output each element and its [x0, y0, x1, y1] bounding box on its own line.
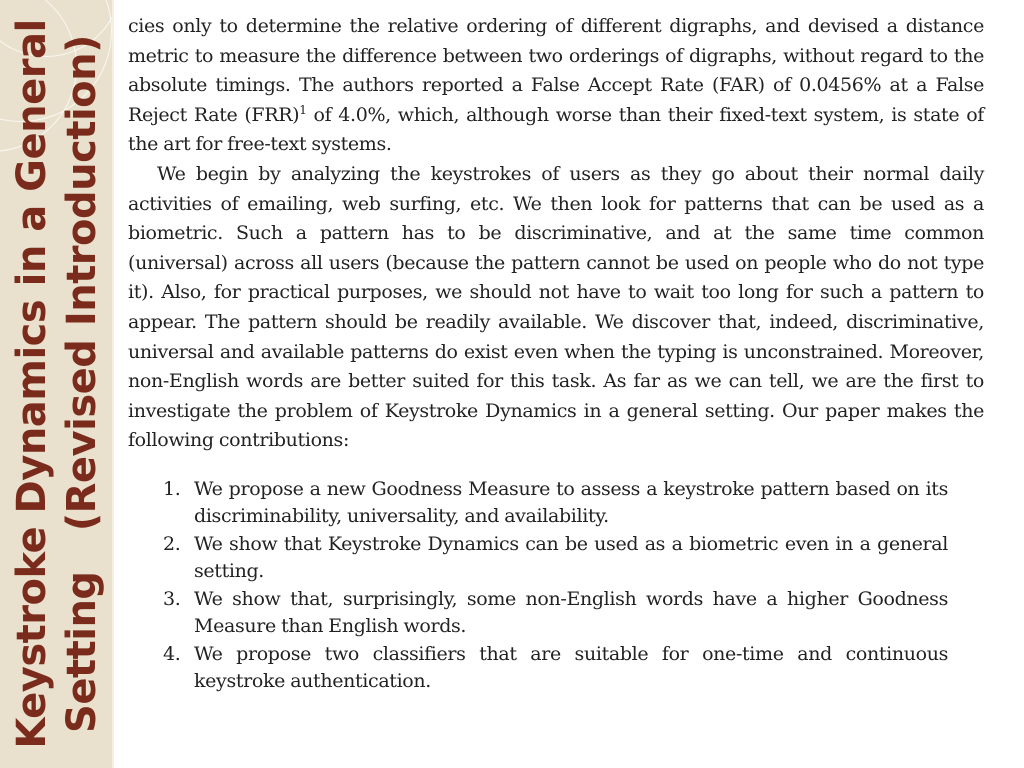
- paragraph-2: We begin by analyzing the keystrokes of users as they go about their normal daily activities of emailing, web surfing, etc. We then look for patterns that can be used as a biometric. Such a pattern has to be discriminative, and at the same time common (universal) across all users (because the pattern cannot be used on people who do not type it). Also, for practical purposes, we should not have to wait too long for such a pattern to appear. The pattern should be readily available. We discover that, indeed, discriminative, universal and available patterns do exist even when the typing is unconstrained. Moreover, non-English words are better suited for this task. As far as we can tell, we are the first to investigate the problem of Keystroke Dynamics in a general setting. Our paper makes the following contributions:: [128, 162, 984, 452]
- paragraph-1: [128, 12, 984, 160]
- sidebar-panel: [0, 0, 114, 768]
- list-item: [128, 476, 948, 531]
- contributions-list: [128, 476, 948, 696]
- list-item-number: 3.: [163, 587, 181, 610]
- list-item: [128, 586, 948, 641]
- slide-title-line-2: Setting (Revised Introduction): [59, 35, 105, 733]
- list-item-number: 4.: [163, 642, 181, 665]
- paragraph-1-text: cies only to determine the relative ordering of different digraphs, and devised a distance metric to measure the difference between two orderings of digraphs, without regard to the absolute timings. The authors reported a False Accept Rate (FAR) of 0.0456% at a False Reject Rate (FRR): [128, 15, 984, 126]
- list-item-text: We propose two classifiers that are suitable for one-time and continuous keystroke authentication.: [194, 642, 948, 693]
- list-item: [128, 641, 948, 696]
- slide-title: [0, 14, 114, 754]
- list-item-text: We show that Keystroke Dynamics can be used as a biometric even in a general setting.: [194, 532, 948, 583]
- list-item: [128, 531, 948, 586]
- list-item-number: 1.: [163, 477, 181, 500]
- document-body: [128, 12, 984, 696]
- paragraph-1-text-end: of 4.0%, which, although worse than their fixed-text system, is state of the art for free-text systems.: [128, 103, 984, 156]
- footnote-marker: 1: [299, 102, 307, 117]
- list-item-text: We show that, surprisingly, some non-English words have a higher Goodness Measure than English words.: [194, 587, 948, 638]
- list-item-text: We propose a new Goodness Measure to assess a keystroke pattern based on its discriminability, universality, and availability.: [194, 477, 948, 528]
- list-item-number: 2.: [163, 532, 181, 555]
- slide-title-line-1: Keystroke Dynamics in a General: [9, 19, 55, 749]
